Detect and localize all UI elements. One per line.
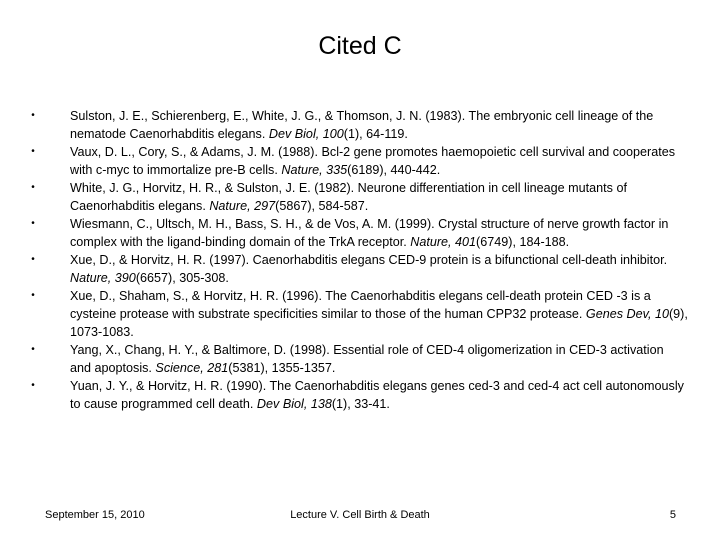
reference-item — [28, 107, 688, 143]
reference-text: Xue, D., Shaham, S., & Horvitz, H. R. (1996). The Caenorhabditis elegans cell-death protein CED -3 is a cysteine protease with substrate specificities similar to those of the human CPP32 protease. Genes Dev, 10(9), 1073-1083. — [70, 289, 688, 339]
reference-list — [28, 107, 688, 413]
reference-text: White, J. G., Horvitz, H. R., & Sulston, J. E. (1982). Neurone differentiation in cell lineage mutants of Caenorhabditis elegans. Nature, 297(5867), 584-587. — [70, 181, 627, 213]
reference-text: Yuan, J. Y., & Horvitz, H. R. (1990). The Caenorhabditis elegans genes ced-3 and ced-4 act cell autonomously to cause programmed cell death. Dev Biol, 138(1), 33-41. — [70, 379, 684, 411]
reference-item — [28, 215, 688, 251]
bullet-icon: • — [31, 344, 35, 355]
bullet-icon: • — [31, 110, 35, 121]
reference-item — [28, 377, 688, 413]
bullet-icon: • — [31, 182, 35, 193]
footer-date: September 15, 2010 — [45, 509, 145, 521]
bullet-icon: • — [31, 218, 35, 229]
reference-text: Yang, X., Chang, H. Y., & Baltimore, D. (1998). Essential role of CED-4 oligomerization in CED-3 activation and apoptosis. Science, 281(5381), 1355-1357. — [70, 343, 664, 375]
reference-item — [28, 251, 688, 287]
bullet-icon: • — [31, 146, 35, 157]
footer-page-number: 5 — [669, 509, 676, 521]
reference-text: Sulston, J. E., Schierenberg, E., White, J. G., & Thomson, J. N. (1983). The embryonic cell lineage of the nematode Caenorhabditis elegans. Dev Biol, 100(1), 64-119. — [70, 109, 654, 141]
bullet-icon: • — [31, 254, 35, 265]
footer-lecture: Lecture V. Cell Birth & Death — [290, 509, 430, 521]
reference-item — [28, 287, 688, 341]
reference-text: Wiesmann, C., Ultsch, M. H., Bass, S. H., & de Vos, A. M. (1999). Crystal structure of nerve growth factor in complex with the ligand-binding domain of the TrkA receptor. Nature, 401(6749), 184-188. — [70, 217, 669, 249]
slide-title: Cited C — [318, 32, 402, 60]
bullet-icon: • — [31, 380, 35, 391]
reference-item — [28, 143, 688, 179]
bullet-icon: • — [31, 290, 35, 301]
reference-text: Xue, D., & Horvitz, H. R. (1997). Caenorhabditis elegans CED-9 protein is a bifunctional cell-death inhibitor. Nature, 390(6657), 305-308. — [70, 253, 668, 285]
reference-item — [28, 179, 688, 215]
reference-text: Vaux, D. L., Cory, S., & Adams, J. M. (1988). Bcl-2 gene promotes haemopoietic cell survival and cooperates with c-myc to immortalize pre-B cells. Nature, 335(6189), 440-442. — [70, 145, 676, 177]
reference-item — [28, 341, 688, 377]
